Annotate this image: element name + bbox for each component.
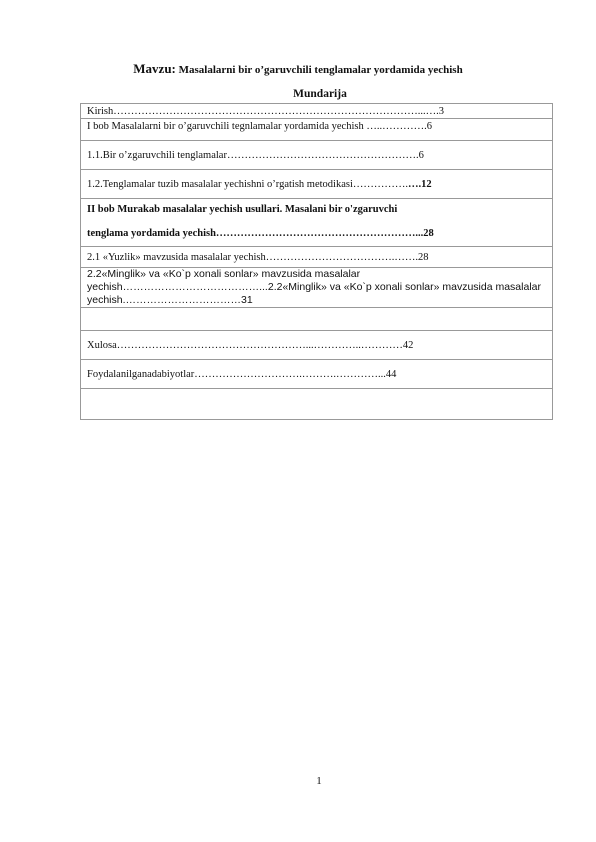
toc-entry-bob2-line1: II bob Murakab masalalar yechish usullari. Masalani bir o'zgaruvchi bbox=[87, 204, 398, 215]
table-of-contents bbox=[80, 103, 553, 420]
toc-entry-bob2-line2: tenglama yordamida yechish…………………………………………………...28 bbox=[87, 228, 434, 239]
toc-entry-bob1: I bob Masalalarni bir o’garuvchili tegnlamalar yordamida yechish …..………….6 bbox=[81, 119, 553, 141]
toc-row bbox=[81, 141, 553, 170]
toc-entry-kirish: Kirish……………………………………………………………………………...….3 bbox=[81, 104, 553, 119]
contents-heading: Mundarija bbox=[293, 88, 347, 100]
toc-entry-1-1: 1.1.Bir o’zgaruvchili tenglamalar……………………………………………….6 bbox=[81, 141, 553, 170]
toc-entry-2-1: 2.1 «Yuzlik» mavzusida masalalar yechish……………………………….…….28 bbox=[81, 247, 553, 268]
toc-row bbox=[81, 331, 553, 360]
toc-entry-foydalanilgan: Foydalanilganadabiyotlar………………………….……….…………...44 bbox=[81, 360, 553, 389]
toc-empty-cell bbox=[81, 389, 553, 420]
title-text: Masalalarni bir o’garuvchili tenglamalar yordamida yechish bbox=[175, 64, 463, 76]
toc-entry-xulosa: Xulosa………………………………………………...…………..…………42 bbox=[81, 331, 553, 360]
toc-row bbox=[81, 119, 553, 141]
title-prefix: Mavzu: bbox=[133, 61, 176, 76]
toc-entry-1-2 bbox=[81, 170, 553, 199]
page-number: 1 bbox=[316, 775, 322, 787]
toc-entry-2-2: 2.2«Minglik» va «Ko`p xonali sonlar» mavzusida masalalar yechish…………………………………...2.2«Minglik» va «Ko`p xonali sonlar» mavzusida masalalar yechish.……………………………31 bbox=[81, 268, 553, 308]
toc-entry-1-2-text: 1.2.Tenglamalar tuzib masalalar yechishni o’rgatish metodikasi……………. bbox=[87, 178, 408, 190]
toc-row bbox=[81, 170, 553, 199]
document-title bbox=[0, 60, 596, 78]
toc-row bbox=[81, 104, 553, 119]
toc-row-empty bbox=[81, 308, 553, 331]
toc-row bbox=[81, 268, 553, 308]
toc-row bbox=[81, 199, 553, 247]
toc-entry-bob2 bbox=[81, 199, 553, 247]
toc-row bbox=[81, 247, 553, 268]
toc-row-empty bbox=[81, 389, 553, 420]
toc-entry-1-2-page: ….12 bbox=[408, 178, 432, 190]
toc-empty-cell bbox=[81, 308, 553, 331]
toc-row bbox=[81, 360, 553, 389]
